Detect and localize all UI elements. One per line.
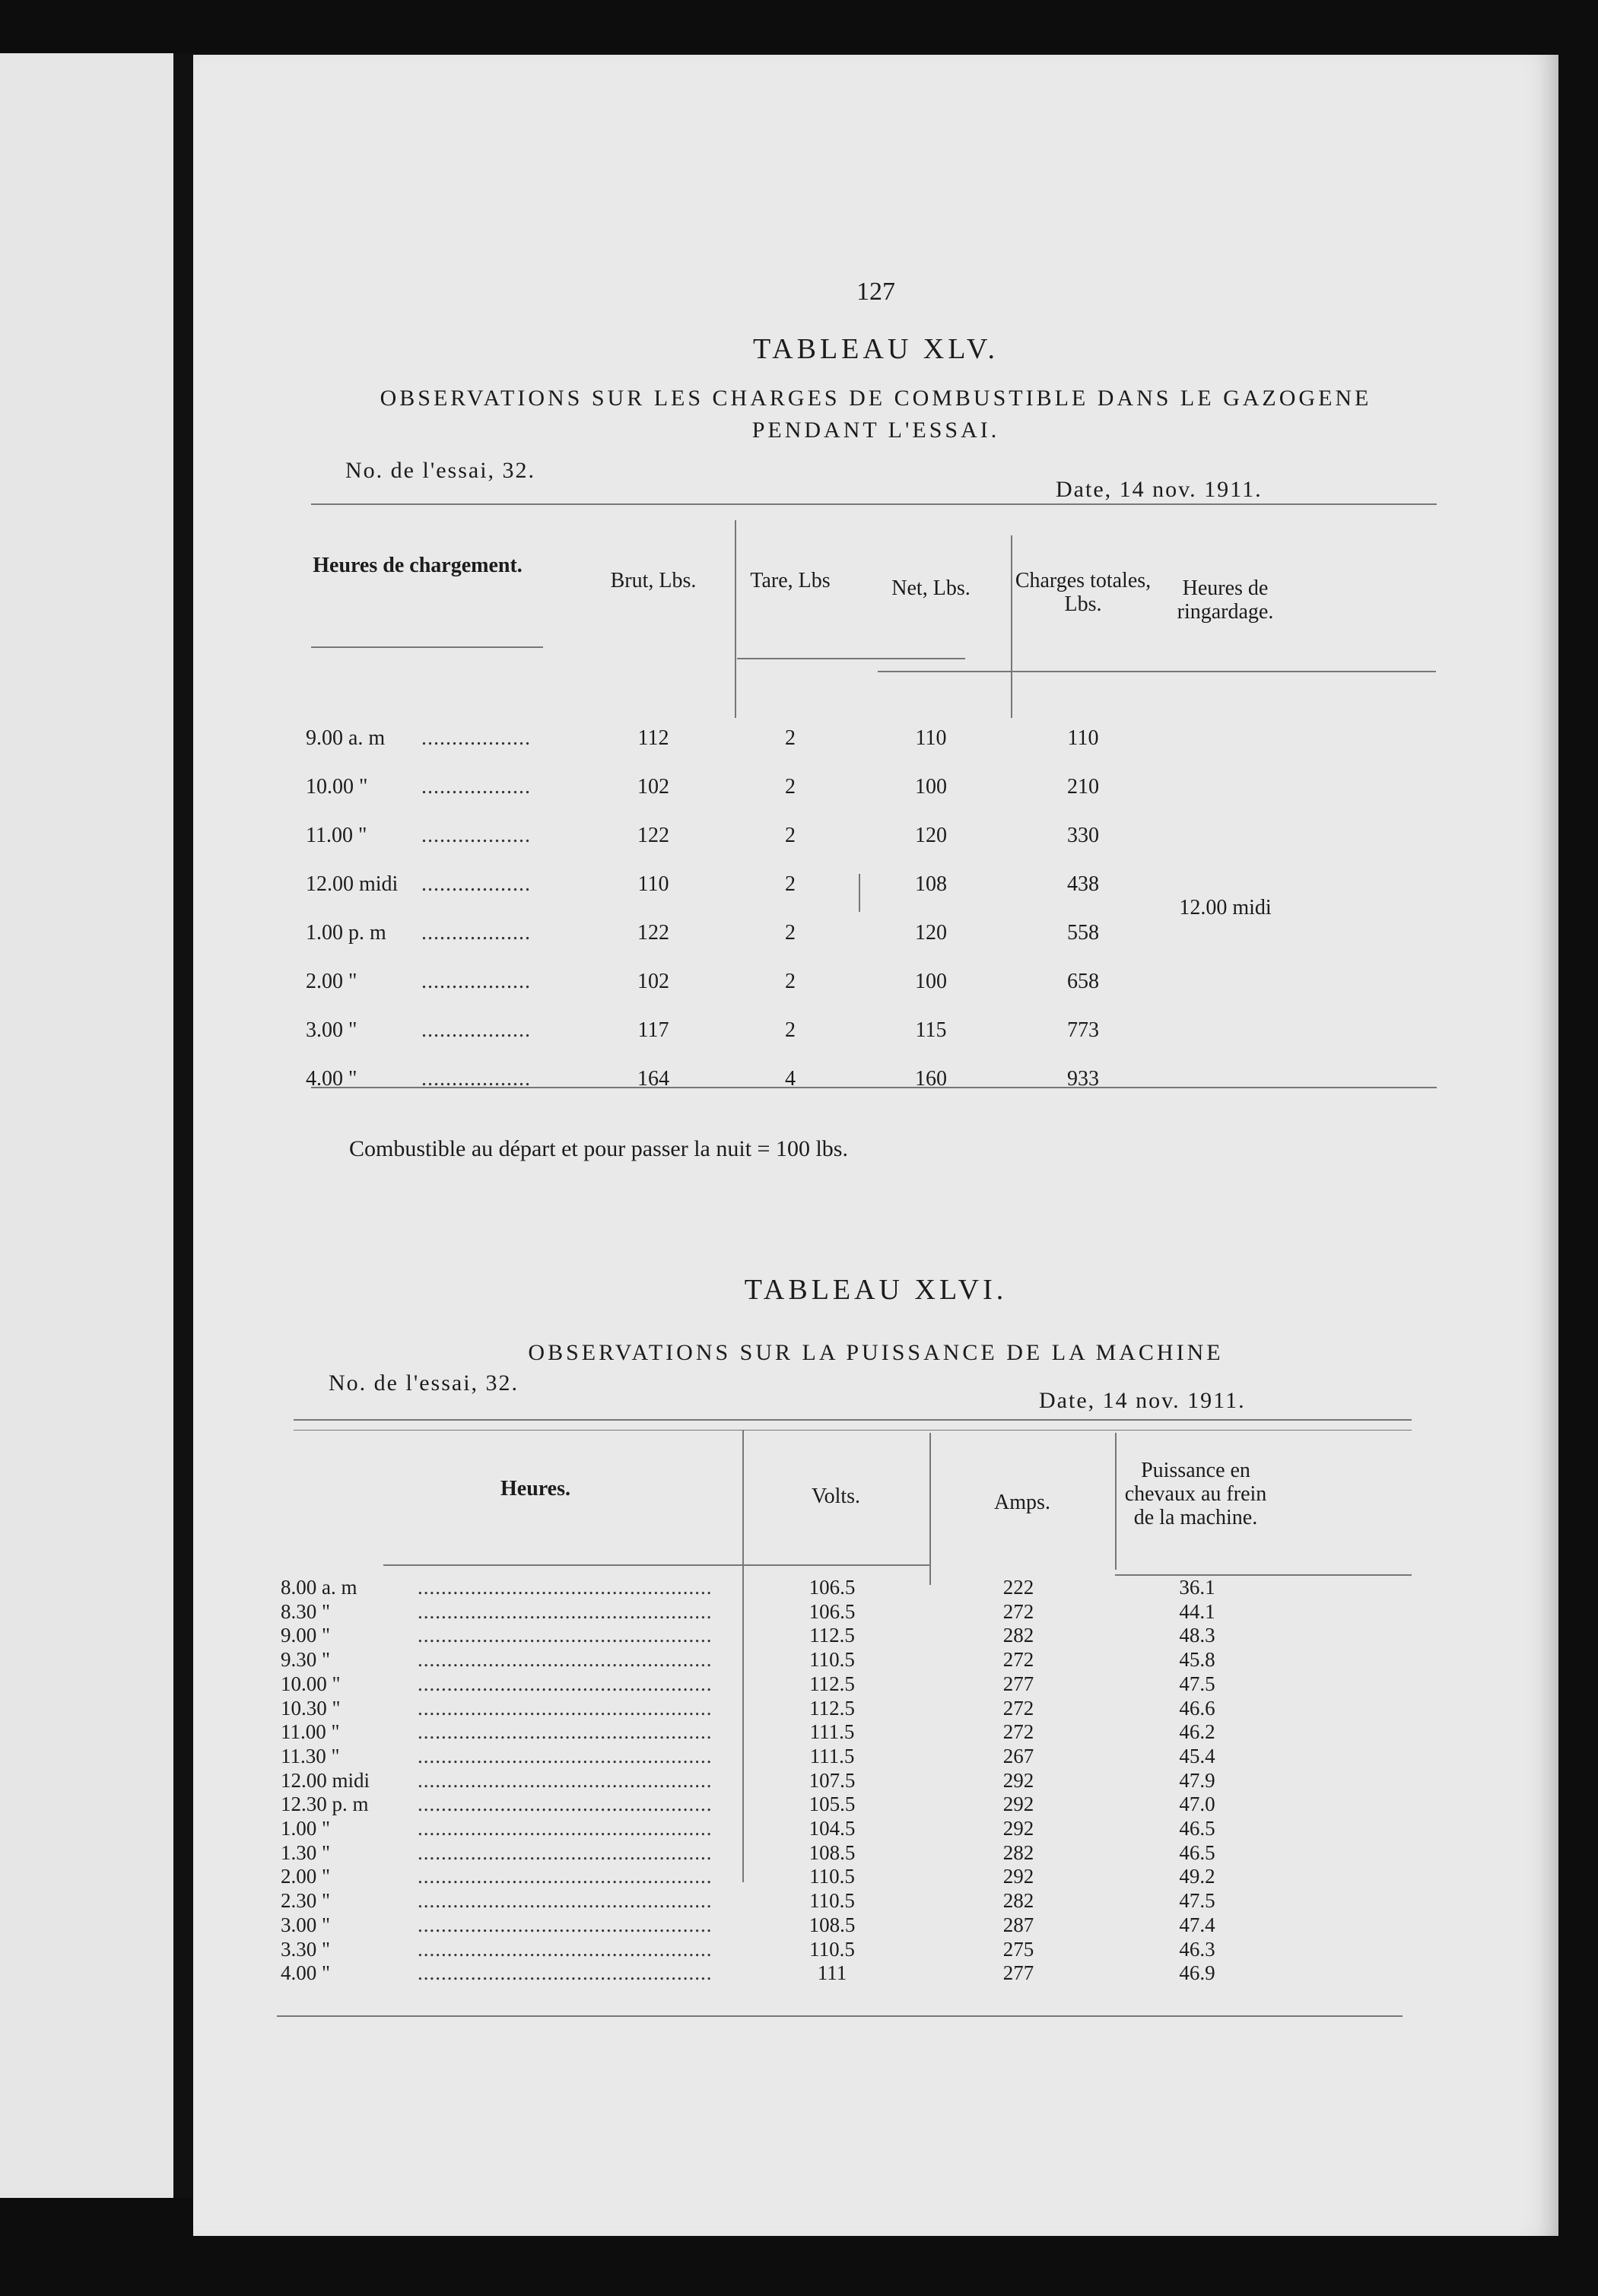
table46-cell-hp: 45.4 — [1179, 1745, 1215, 1767]
table46-cell-hour: 9.30 " — [281, 1648, 331, 1671]
table46-cell-volts: 108.5 — [809, 1841, 856, 1864]
table46-cell-amps: 292 — [1002, 1865, 1034, 1888]
table46-cell-volts: 110.5 — [809, 1938, 855, 1961]
leader-dots: .................................................. — [418, 1817, 713, 1840]
table46-cell-hp: 48.3 — [1179, 1624, 1215, 1647]
table46-cell-hp: 49.2 — [1179, 1865, 1215, 1888]
table45-cell-total: 773 — [1067, 1018, 1099, 1042]
leader-dots: .................................................. — [418, 1889, 713, 1912]
table45-cell-hour: 9.00 a. m — [306, 726, 386, 750]
table45-cell-total: 933 — [1067, 1067, 1099, 1091]
table46-cell-volts: 111 — [817, 1961, 847, 1984]
table46-cell-amps: 282 — [1002, 1624, 1034, 1647]
table46-cell-volts: 107.5 — [809, 1769, 856, 1792]
table45-cell-tare: 2 — [785, 775, 796, 799]
table45-cell-gross: 102 — [637, 970, 669, 993]
page-number: 127 — [856, 278, 895, 306]
table45-title: TABLEAU XLV. — [753, 333, 999, 365]
table46-cell-hp: 47.0 — [1179, 1793, 1215, 1815]
leader-dots: .................................................. — [418, 1745, 713, 1767]
table45-cell-tare: 2 — [785, 1018, 796, 1042]
table46-cell-hour: 1.30 " — [281, 1841, 331, 1864]
leader-dots: .................. — [421, 726, 531, 750]
table45-cell-net: 120 — [915, 921, 947, 945]
leader-dots: .................................................. — [418, 1865, 713, 1888]
table45-cell-total: 330 — [1067, 824, 1099, 847]
table46-cell-amps: 272 — [1002, 1648, 1034, 1671]
table46-header-hour: Heures. — [500, 1477, 571, 1500]
table45-subtitle-line1: OBSERVATIONS SUR LES CHARGES DE COMBUSTIBLE DANS LE GAZOGENE — [380, 386, 1372, 411]
leader-dots: .................................................. — [418, 1841, 713, 1864]
table45-cell-gross: 117 — [637, 1018, 669, 1042]
table46-cell-hp: 46.3 — [1179, 1938, 1215, 1961]
table46-cell-hour: 10.00 " — [281, 1672, 341, 1695]
table45-cell-hour: 3.00 " — [306, 1018, 357, 1042]
leader-dots: .................. — [421, 921, 531, 945]
leader-dots: .................................................. — [418, 1720, 713, 1743]
table46-cell-volts: 111.5 — [809, 1720, 855, 1743]
table45-cell-gross: 164 — [637, 1067, 669, 1091]
table46-cell-hour: 12.00 midi — [281, 1769, 370, 1792]
table45-subtitle-line2: PENDANT L'ESSAI. — [751, 418, 1000, 443]
table46-cell-amps: 287 — [1002, 1913, 1034, 1936]
table45-cell-total: 210 — [1067, 775, 1099, 799]
table46-subtitle: OBSERVATIONS SUR LA PUISSANCE DE LA MACHINE — [528, 1340, 1224, 1365]
document-page — [193, 55, 1558, 2236]
table46-cell-hour: 12.30 p. m — [281, 1793, 369, 1815]
table45-header-net: Net, Lbs. — [891, 576, 971, 600]
table45-header-hour: Heures de chargement. — [313, 554, 523, 577]
table46-cell-hour: 4.00 " — [281, 1961, 331, 1984]
table45-cell-gross: 122 — [637, 921, 669, 945]
table45-cell-hour: 11.00 " — [306, 824, 367, 847]
table46-cell-amps: 275 — [1002, 1938, 1034, 1961]
table45-cell-total: 658 — [1067, 970, 1099, 993]
table45-header-tare: Tare, Lbs — [750, 569, 831, 592]
leader-dots: .................................................. — [418, 1600, 713, 1623]
table46-cell-amps: 272 — [1002, 1600, 1034, 1623]
table45-cell-net: 100 — [915, 775, 947, 799]
table46-cell-amps: 292 — [1002, 1817, 1034, 1840]
table46-cell-hp: 36.1 — [1179, 1576, 1215, 1599]
table46-cell-amps: 292 — [1002, 1793, 1034, 1815]
table45-poke-time: 12.00 midi — [1179, 896, 1272, 919]
table46-cell-hour: 8.00 a. m — [281, 1576, 357, 1599]
leader-dots: .................. — [421, 1018, 531, 1042]
leader-dots: .................................................. — [418, 1769, 713, 1792]
table45-date: Date, 14 nov. 1911. — [1056, 477, 1263, 502]
table46-header-amps: Amps. — [994, 1491, 1050, 1514]
leader-dots: .................. — [421, 872, 531, 896]
table46-title: TABLEAU XLVI. — [744, 1274, 1008, 1306]
leader-dots: .................. — [421, 970, 531, 993]
leader-dots: .................................................. — [418, 1793, 713, 1815]
table46-cell-amps: 282 — [1002, 1889, 1034, 1912]
leader-dots: .................................................. — [418, 1961, 713, 1984]
leader-dots: .................. — [421, 824, 531, 847]
table46-cell-volts: 111.5 — [809, 1745, 855, 1767]
table46-cell-volts: 105.5 — [809, 1793, 856, 1815]
leader-dots: .................................................. — [418, 1648, 713, 1671]
table46-header-hp: Puissance en chevaux au frein de la machine. — [1124, 1459, 1267, 1529]
table45-cell-gross: 112 — [637, 726, 669, 750]
table46-cell-hour: 3.30 " — [281, 1938, 331, 1961]
leader-dots: .................................................. — [418, 1672, 713, 1695]
table46-cell-amps: 272 — [1002, 1697, 1034, 1720]
table46-cell-volts: 106.5 — [809, 1600, 856, 1623]
table45-cell-tare: 2 — [785, 726, 796, 750]
table45-cell-tare: 4 — [785, 1067, 796, 1091]
table45-header-gross: Brut, Lbs. — [610, 569, 697, 592]
table46-cell-hour: 10.30 " — [281, 1697, 341, 1720]
table46-cell-hp: 46.6 — [1179, 1697, 1215, 1720]
table46-cell-volts: 112.5 — [809, 1672, 855, 1695]
table46-cell-hour: 3.00 " — [281, 1913, 331, 1936]
table45-cell-tare: 2 — [785, 970, 796, 993]
table46-cell-amps: 292 — [1002, 1769, 1034, 1792]
table45-footnote: Combustible au départ et pour passer la nuit = 100 lbs. — [349, 1136, 848, 1161]
leader-dots: .................................................. — [418, 1938, 713, 1961]
table46-cell-hp: 46.5 — [1179, 1817, 1215, 1840]
table46-cell-hp: 47.4 — [1179, 1913, 1215, 1936]
table46-cell-hp: 46.9 — [1179, 1961, 1215, 1984]
table46-cell-hour: 8.30 " — [281, 1600, 331, 1623]
table46-cell-amps: 282 — [1002, 1841, 1034, 1864]
table46-test-number: No. de l'essai, 32. — [329, 1370, 519, 1396]
table45-cell-net: 110 — [915, 726, 947, 750]
table46-cell-volts: 110.5 — [809, 1865, 855, 1888]
leader-dots: .................................................. — [418, 1624, 713, 1647]
table45-test-number: No. de l'essai, 32. — [345, 458, 536, 483]
table46-cell-amps: 277 — [1002, 1961, 1034, 1984]
leader-dots: .................................................. — [418, 1913, 713, 1936]
table46-cell-amps: 267 — [1002, 1745, 1034, 1767]
leader-dots: .................. — [421, 775, 531, 799]
table46-cell-volts: 104.5 — [809, 1817, 856, 1840]
table45-cell-net: 120 — [915, 824, 947, 847]
book-spine — [173, 53, 193, 2198]
table46-cell-hp: 44.1 — [1179, 1600, 1215, 1623]
table46-header-volts: Volts. — [811, 1485, 861, 1508]
table45-cell-tare: 2 — [785, 921, 796, 945]
table45-header-total: Charges totales, Lbs. — [1015, 569, 1152, 616]
table46-cell-hour: 11.00 " — [281, 1720, 340, 1743]
table46-cell-hour: 2.30 " — [281, 1889, 331, 1912]
leader-dots: .................. — [421, 1067, 531, 1091]
table46-date: Date, 14 nov. 1911. — [1039, 1388, 1246, 1413]
table46-cell-volts: 112.5 — [809, 1697, 855, 1720]
table46-cell-hp: 46.2 — [1179, 1720, 1215, 1743]
table45-cell-net: 160 — [915, 1067, 947, 1091]
table46-cell-hp: 46.5 — [1179, 1841, 1215, 1864]
table45-header-poke: Heures de ringardage. — [1177, 576, 1274, 624]
table45-cell-gross: 122 — [637, 824, 669, 847]
table46-cell-volts: 112.5 — [809, 1624, 855, 1647]
table46-cell-hp: 47.5 — [1179, 1889, 1215, 1912]
table46-cell-volts: 106.5 — [809, 1576, 856, 1599]
table45-cell-tare: 2 — [785, 872, 796, 896]
table46-cell-hp: 47.9 — [1179, 1769, 1215, 1792]
table45-cell-gross: 102 — [637, 775, 669, 799]
table45-cell-hour: 12.00 midi — [306, 872, 399, 896]
table46-cell-hour: 1.00 " — [281, 1817, 331, 1840]
table46-cell-amps: 277 — [1002, 1672, 1034, 1695]
table46-cell-hour: 9.00 " — [281, 1624, 331, 1647]
table46-cell-amps: 222 — [1002, 1576, 1034, 1599]
table45-cell-total: 438 — [1067, 872, 1099, 896]
table46-cell-hp: 47.5 — [1179, 1672, 1215, 1695]
table45-cell-hour: 10.00 " — [306, 775, 368, 799]
table45-cell-total: 110 — [1067, 726, 1099, 750]
table46-cell-hour: 2.00 " — [281, 1865, 331, 1888]
table45-cell-hour: 4.00 " — [306, 1067, 357, 1091]
leader-dots: .................................................. — [418, 1576, 713, 1599]
table45-cell-gross: 110 — [637, 872, 669, 896]
table46-cell-amps: 272 — [1002, 1720, 1034, 1743]
table46-cell-volts: 110.5 — [809, 1889, 855, 1912]
table46-cell-volts: 110.5 — [809, 1648, 855, 1671]
table45-cell-tare: 2 — [785, 824, 796, 847]
table45-cell-net: 108 — [915, 872, 947, 896]
table45-cell-total: 558 — [1067, 921, 1099, 945]
table45-cell-hour: 2.00 " — [306, 970, 357, 993]
table46-cell-volts: 108.5 — [809, 1913, 856, 1936]
table45-cell-net: 115 — [915, 1018, 947, 1042]
leader-dots: .................................................. — [418, 1697, 713, 1720]
left-page-edge — [0, 53, 173, 2198]
table45-cell-net: 100 — [915, 970, 947, 993]
table45-cell-hour: 1.00 p. m — [306, 921, 386, 945]
table46-cell-hp: 45.8 — [1179, 1648, 1215, 1671]
table46-cell-hour: 11.30 " — [281, 1745, 340, 1767]
